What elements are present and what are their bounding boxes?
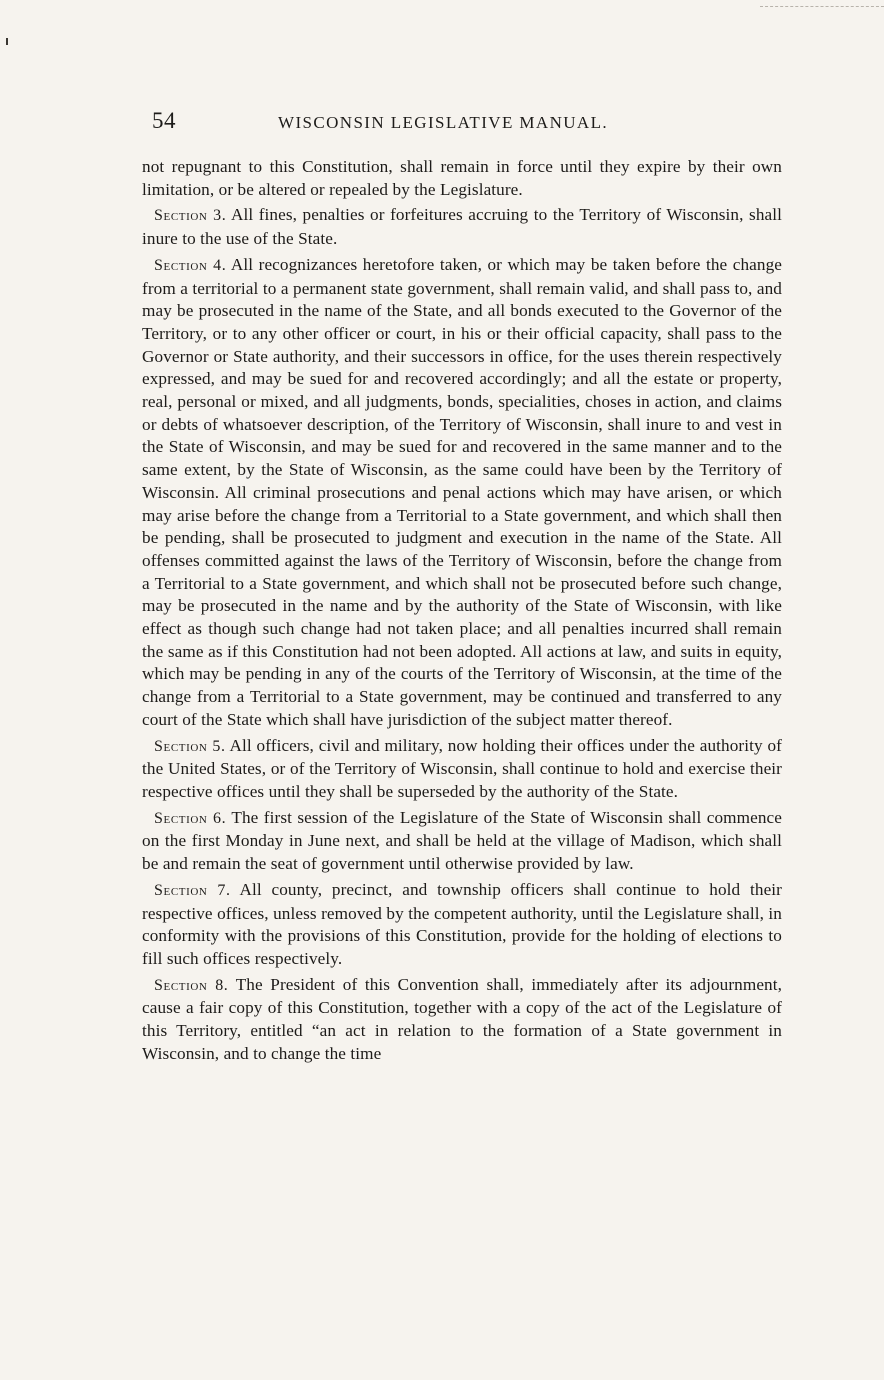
section-label: Section 4. <box>154 256 227 274</box>
body-text <box>142 156 782 1068</box>
edge-mark <box>6 38 8 45</box>
section-label: Section 8. <box>154 976 229 994</box>
section-label: Section 5. <box>154 737 226 755</box>
page-number: 54 <box>152 108 176 133</box>
section-6 <box>142 807 782 876</box>
section-label: Section 7. <box>154 881 231 899</box>
top-edge-rule <box>760 6 884 7</box>
paragraph-text: All fines, penalties or forfeitures accruing to the Territory of Wisconsin, shall inure to the use of the State. <box>142 205 782 249</box>
paragraph-text: not repugnant to this Constitution, shall remain in force until they expire by their own limitation, or be altered or repealed by the Legislature. <box>142 157 782 199</box>
paragraph-text: The first session of the Legislature of the State of Wisconsin shall commence on the first Monday in June next, and shall be held at the village of Madison, which shall be and remain the seat of government until otherwise provided by law. <box>142 807 782 874</box>
section-7 <box>142 879 782 971</box>
section-5 <box>142 735 782 804</box>
section-label: Section 3. <box>154 207 227 225</box>
running-title: WISCONSIN LEGISLATIVE MANUAL. <box>278 113 609 132</box>
paragraph-text: All officers, civil and military, now holding their offices under the authority of the United States, or of the Territory of Wisconsin, shall continue to hold and exercise their respective offices until they shall be superseded by the authority of the State. <box>142 735 782 801</box>
section-8 <box>142 974 782 1066</box>
section-label: Section 6. <box>154 809 227 827</box>
paragraph-text: All county, precinct, and township officers shall continue to hold their respective offices, unless removed by the competent authority, until the Legislature shall, in conformity with the provisions of this Constitution, provide for the holding of elections to fill such offices respectively. <box>142 879 782 968</box>
section-3 <box>142 204 782 250</box>
paragraph-continuation <box>142 156 782 201</box>
page-header <box>150 108 780 138</box>
section-4 <box>142 254 782 732</box>
paragraph-text: All recognizances heretofore taken, or which may be taken before the change from a territorial to a permanent state government, shall remain valid, and shall pass to, and may be prosecuted in the name of the State, and all bonds executed to the Governor of the Territory, or to any other officer or court, in his or their official capacity, shall pass to the Governor or State authority, and their successors in office, for the uses therein respectively expressed, and may be sued for and recovered accordingly; and all the estate or property, real, personal or mixed, and all judgments, bonds, specialities, choses in action, and claims or debts of whatsoever description, of the Territory of Wisconsin, shall inure to and vest in the State of Wisconsin, and may be sued for and recovered in the same manner and to the same extent, by the State of Wisconsin, as the same could have been by the Territory of Wisconsin. All criminal prosecutions and penal actions which may have arisen, or which may arise before the change from a Territorial to a State government, and which shall then be pending, shall be prosecuted to judgment and execution in the name of the State. All offenses committed against the laws of the Territory of Wisconsin, before the change from a Territorial to a State government, and which shall not be prosecuted before such change, may be prosecuted in the name and by the authority of the State of Wisconsin, with like effect as though such change had not taken place; and all penalties incurred shall remain the same as if this Constitution had not been adopted. All actions at law, and suits in equity, which may be pending in any of the courts of the Territory of Wisconsin, at the time of the change from a Territorial to a State government, may be continued and transferred to any court of the State which shall have jurisdiction of the subject matter thereof. <box>142 254 782 729</box>
paragraph-text: The President of this Convention shall, immediately after its adjournment, cause a fair copy of this Constitution, together with a copy of the act of the Legislature of this Territory, entitled “an act in relation to the formation of a State government in Wisconsin, and to change the time <box>142 974 783 1063</box>
